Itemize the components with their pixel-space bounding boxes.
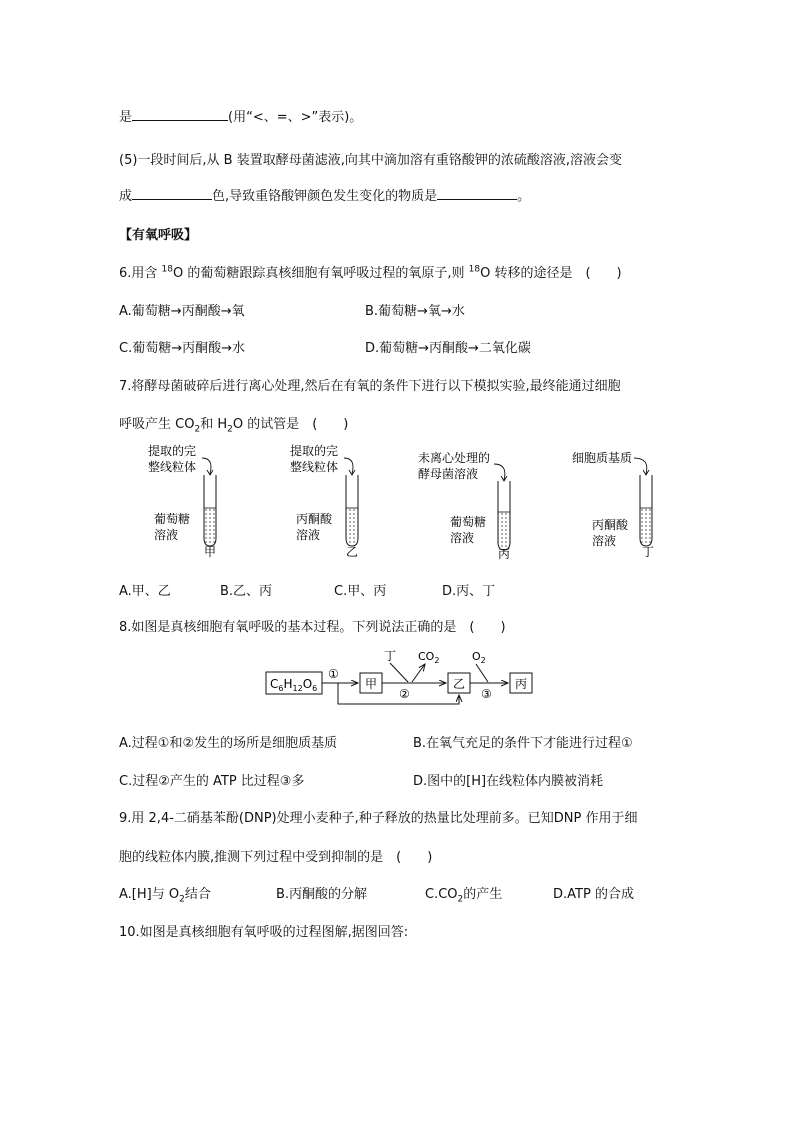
answer-blank xyxy=(132,106,228,121)
tube-yi-label1: 提取的完 xyxy=(290,444,339,458)
isotope-sup: 18 xyxy=(468,264,481,275)
test-tubes-figure xyxy=(140,440,680,565)
tube-yi-liquid1: 丙酮酸 xyxy=(296,512,333,526)
q7-option-a[interactable]: A.甲、乙 xyxy=(119,584,171,599)
respiration-flow-diagram xyxy=(260,646,550,710)
q9-option-c-text2: 的产生 xyxy=(463,887,503,902)
tube-yi xyxy=(290,443,358,559)
pointer-arrow xyxy=(494,464,505,480)
q6-stem-a: 6.用含 xyxy=(119,266,162,281)
liquid xyxy=(347,508,358,544)
tube-yi-label2: 整线粒体 xyxy=(290,460,339,474)
box-yi-label: 乙 xyxy=(453,677,466,691)
tube-ding-label1: 细胞质基质 xyxy=(572,451,633,465)
q8-stem: 8.如图是真核细胞有氧呼吸的基本过程。下列说法正确的是 ( ) xyxy=(119,620,506,635)
q5-text-b: 色,导致重铬酸钾颜色发生变化的物质是 xyxy=(212,189,438,204)
q9-option-c[interactable] xyxy=(425,883,502,905)
liquid xyxy=(499,512,510,548)
q9-option-b[interactable]: B.丙酮酸的分解 xyxy=(276,887,368,902)
q5-line2 xyxy=(119,185,530,204)
q9-option-c-text: C.CO xyxy=(425,887,458,902)
q6-stem-c: O 转移的途径是 ( ) xyxy=(480,266,622,281)
tube-bing-label1: 未离心处理的 xyxy=(418,451,491,465)
tube-yi-liquid2: 溶液 xyxy=(296,528,321,542)
q6-option-d[interactable]: D.葡萄糖→丙酮酸→二氧化碳 xyxy=(365,341,531,356)
section-title: 【有氧呼吸】 xyxy=(119,228,198,243)
q6-option-a[interactable]: A.葡萄糖→丙酮酸→氧 xyxy=(119,304,245,319)
step2-label: ② xyxy=(399,687,410,701)
q7-option-c[interactable]: C.甲、丙 xyxy=(334,584,387,599)
liquid xyxy=(205,508,216,544)
tube-yi-name: 乙 xyxy=(346,545,359,559)
tube-ding-liquid2: 溶液 xyxy=(592,534,617,548)
q5-text-c: 。 xyxy=(517,189,531,204)
step1-label: ① xyxy=(328,667,339,681)
q9-line2: 胞的线粒体内膜,推测下列过程中受到抑制的是 ( ) xyxy=(119,850,433,865)
q5-tail-suffix: (用“<、=、>”表示)。 xyxy=(228,110,363,125)
q9-line1: 9.用 2,4-二硝基苯酚(DNP)处理小麦种子,种子释放的热量比处理前多。已知DNP 作用于细 xyxy=(119,811,638,826)
q7-option-b[interactable]: B.乙、丙 xyxy=(220,584,273,599)
isotope-sup: 18 xyxy=(161,264,173,275)
q5-tail-line xyxy=(119,106,362,125)
tube-ding xyxy=(572,450,654,559)
tube-ding-name: 丁 xyxy=(642,545,655,559)
q7-line2-a: 呼吸产生 CO xyxy=(119,417,195,432)
arrow-o2-in xyxy=(476,664,488,682)
tube-bing-label2: 酵母菌溶液 xyxy=(418,467,479,481)
output-co2-label: $CO_2$ xyxy=(418,650,440,665)
q10-stem: 10.如图是真核细胞有氧呼吸的过程图解,据图回答: xyxy=(119,925,409,940)
tube-ding-liquid1: 丙酮酸 xyxy=(592,518,629,532)
subscript: 2 xyxy=(227,424,233,435)
q9-option-a-text2: 结合 xyxy=(184,887,211,902)
liquid xyxy=(641,508,652,544)
tube-bing-name: 丙 xyxy=(498,547,511,561)
box-jia-label: 甲 xyxy=(365,677,378,691)
q7-line2-c: O 的试管是 ( ) xyxy=(232,417,349,432)
pointer-arrow xyxy=(202,458,211,474)
q7-option-d[interactable]: D.丙、丁 xyxy=(442,584,496,599)
q9-option-d[interactable]: D.ATP 的合成 xyxy=(553,887,634,902)
q6-stem xyxy=(119,262,622,281)
subscript: 2 xyxy=(457,894,464,905)
q6-stem-b: O 的葡萄糖跟踪真核细胞有氧呼吸过程的氧原子,则 xyxy=(173,266,469,281)
q6-option-c[interactable]: C.葡萄糖→丙酮酸→水 xyxy=(119,341,245,356)
q6-option-b[interactable]: B.葡萄糖→氧→水 xyxy=(365,304,465,319)
q8-option-c[interactable]: C.过程②产生的 ATP 比过程③多 xyxy=(119,774,305,789)
pointer-arrow xyxy=(634,458,647,474)
input-ding-label: 丁 xyxy=(384,649,397,663)
tube-bing-liquid2: 溶液 xyxy=(450,531,475,545)
tube-jia-label2: 整线粒体 xyxy=(148,460,197,474)
q8-option-d[interactable]: D.图中的[H]在线粒体内膜被消耗 xyxy=(413,774,604,789)
tube-jia-label1: 提取的完 xyxy=(148,444,197,458)
q7-line2-b: 和 H xyxy=(200,417,228,432)
tube-jia-name: 甲 xyxy=(204,545,217,559)
tube-jia xyxy=(148,443,216,559)
q7-line2 xyxy=(119,413,348,435)
input-o2-label: $O_2$ xyxy=(472,650,486,665)
tube-bing-liquid1: 葡萄糖 xyxy=(450,515,487,529)
subscript: 2 xyxy=(194,424,201,435)
pointer-arrow xyxy=(344,458,353,474)
arrow-ding-in xyxy=(390,663,408,682)
arrow-co2-out xyxy=(412,664,425,682)
glucose-label: $C_6H_{12}O_6$ xyxy=(270,677,318,693)
step3-label: ③ xyxy=(481,687,492,701)
tube-jia-liquid1: 葡萄糖 xyxy=(154,512,191,526)
subscript: 2 xyxy=(179,894,185,905)
answer-blank xyxy=(132,185,212,200)
q8-option-a[interactable]: A.过程①和②发生的场所是细胞质基质 xyxy=(119,736,338,751)
q5-line1: (5)一段时间后,从 B 装置取酵母菌滤液,向其中滴加溶有重铬酸钾的浓硫酸溶液,溶液会变 xyxy=(119,153,622,168)
q5-text-a: 成 xyxy=(119,189,133,204)
q9-option-a-text: A.[H]与 O xyxy=(119,887,180,902)
q7-line1: 7.将酵母菌破碎后进行离心处理,然后在有氧的条件下进行以下模拟实验,最终能通过细胞 xyxy=(119,379,621,394)
tube-jia-liquid2: 溶液 xyxy=(154,528,179,542)
q5-tail-prefix: 是 xyxy=(119,110,133,125)
box-bing-label: 丙 xyxy=(515,677,528,691)
tube-bing xyxy=(418,450,510,561)
q8-option-b[interactable]: B.在氧气充足的条件下才能进行过程① xyxy=(413,736,633,751)
q9-option-a[interactable] xyxy=(119,883,211,905)
answer-blank xyxy=(437,185,517,200)
